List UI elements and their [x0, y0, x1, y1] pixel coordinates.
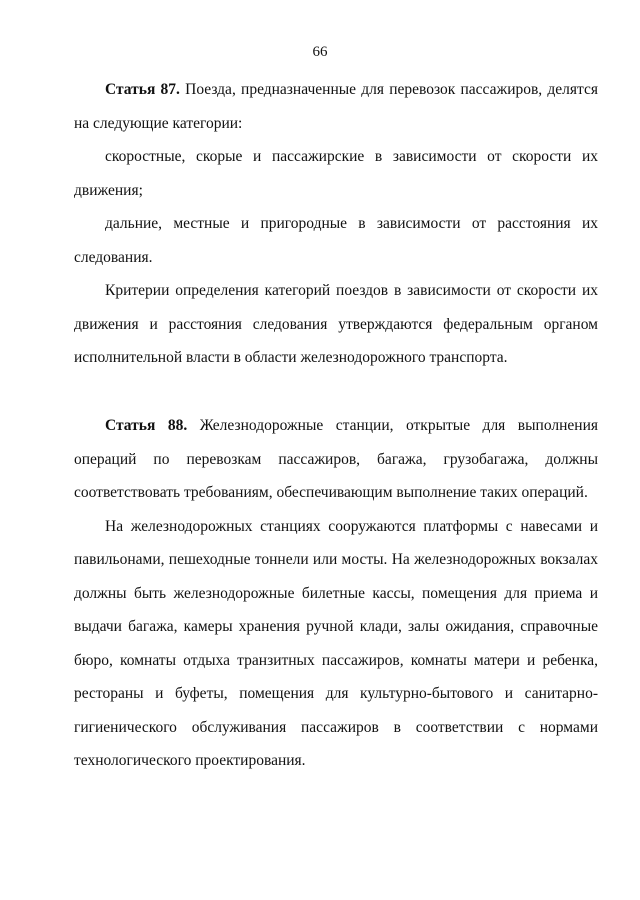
article-87-criteria: Критерии определения категорий поездов в зависимости от скорости их движения и расстояния следования утверждаются федеральным органом исполнительной власти в области железнодорожного транспорта.	[74, 282, 598, 366]
article-87-heading: Статья 87.	[105, 81, 180, 98]
article-87-item-distance: дальние, местные и пригородные в зависимости от расстояния их следования.	[74, 215, 598, 266]
article-88-paragraph-2: На железнодорожных станциях сооружаются платформы с навесами и павильонами, пешеходные тоннели или мосты. На железнодорожных вокзалах должны быть железнодорожные билетные кассы, помещения для приема и выдачи багажа, камеры хранения ручной клади, залы ожидания, справочные бюро, комнаты отдыха транзитных пассажиров, комнаты матери и ребенка, рестораны и буфеты, помещения для культурно-бытового и санитарно-гигиенического обслуживания пассажиров в соответствии с нормами технологического проектирования.	[74, 517, 598, 769]
article-88	[74, 409, 598, 778]
article-88-intro-text: Железнодорожные станции, открытые для выполнения операций по перевозкам пассажиров, багажа, грузобагажа, должны соответствовать требованиям, обеспечивающим выполнение таких операций.	[74, 417, 598, 501]
article-87-intro-text: Поезда, предназначенные для перевозок пассажиров, делятся на следующие категории:	[74, 81, 598, 132]
article-88-heading: Статья 88.	[105, 417, 188, 434]
article-87-intro	[74, 73, 598, 140]
article-88-intro	[74, 409, 598, 510]
article-87	[74, 73, 598, 375]
article-87-item-speed: скоростные, скорые и пассажирские в зависимости от скорости их движения;	[74, 148, 598, 199]
page-number: 66	[312, 44, 328, 60]
